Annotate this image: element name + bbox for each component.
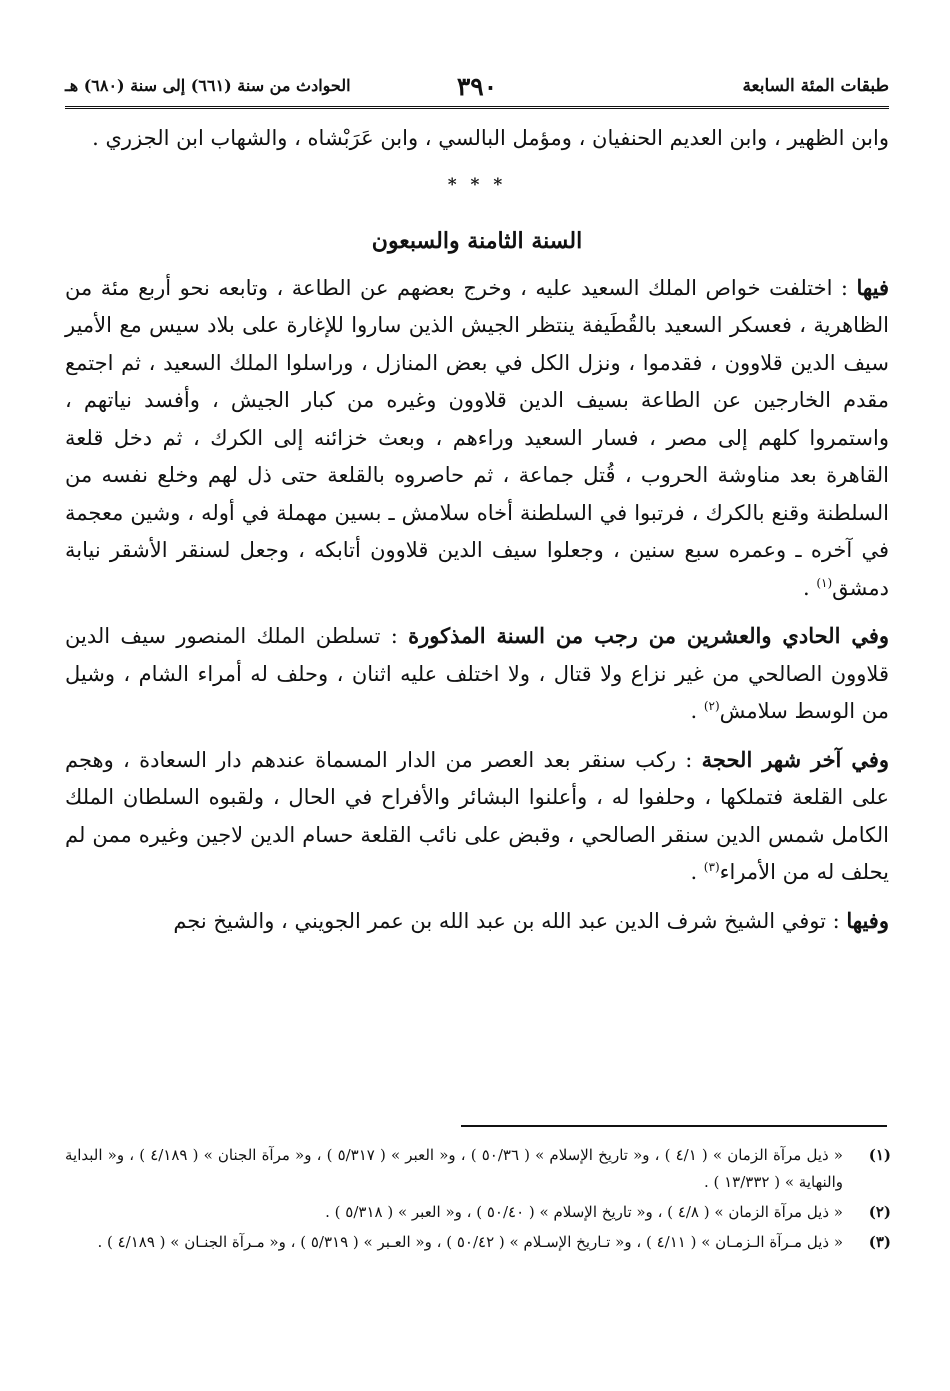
- paragraph: [65, 269, 889, 608]
- footnote-ref: (٢): [703, 699, 720, 713]
- footnote-number: (١): [868, 1146, 891, 1164]
- footnotes: [65, 1142, 891, 1259]
- footnote-number: (٣): [868, 1233, 891, 1251]
- footnote-number: (٢): [868, 1203, 891, 1221]
- page-number: ٣٩٠: [456, 72, 498, 101]
- paragraph-end: .: [690, 860, 704, 884]
- running-header: [65, 72, 889, 106]
- paragraph-text: : اختلفت خواص الملك السعيد عليه ، وخرج بعضهم عن الطاعة ، وتابعه نحو أربع مئة من الظاهرية ، فعسكر السعيد بالقُطَيفة ينتظر الجيش الذين ساروا للإغارة على بلاد سيس مع الأمير سيف الدين قلاوون ، فقدموا ، ونزل الكل في بعض المنازل ، وراسلوا الملك السعيد ، ثم اجتمع مقدم الخارجين عن الطاعة بسيف الدين قلاوون وغيره من كبار الجيش ، وأفسد نياتهم ، واستمروا كلهم إلى مصر ، فسار السعيد وراءهم ، وبعث خزائنه إلى الكرك ، ثم دخل قلعة القاهرة بعد مناوشة الحروب ، قُتل جماعة ، ثم حاصروه بالقلعة حتى ذل لهم وخلع نفسه من السلطنة وقنع بالكرك ، فرتبوا في السلطنة أخاه سلامش ـ بسين مهملة في أوله ، وشين معجمة في آخره ـ وعمره سبع سنين ، وجعلوا سيف الدين قلاوون أتابكه ، وجعل لسنقر الأشقر نيابة دمشق: [65, 275, 889, 600]
- footnote: [65, 1199, 891, 1226]
- footnote: [65, 1142, 891, 1196]
- footnote-rule: [461, 1125, 887, 1127]
- footnote: [65, 1229, 891, 1256]
- section-title: الحوادث من سنة (٦٦١) إلى سنة (٦٨٠) هـ: [65, 76, 351, 95]
- paragraph-lead: وفي الحادي والعشرين من رجب من السنة المذكورة: [408, 623, 889, 648]
- book-title: طبقات المئة السابعة: [742, 76, 889, 96]
- paragraph-end: .: [690, 699, 704, 723]
- paragraph-lead: وفي آخر شهر الحجة: [701, 746, 889, 772]
- footnote-text: « ذيل مـرآة الـزمـان » ( ٤/١١ ) ، و« تـاريخ الإسـلام » ( ٥٠/٤٢ ) ، و« العـبر » ( ٥/٣١٩ ) ، و« مـرآة الجنـان » ( ٤/١٨٩ ) .: [97, 1233, 843, 1251]
- section-heading: السنة الثامنة والسبعون: [371, 227, 583, 254]
- footnote-text: « ذيل مرآة الزمان » ( ٤/١ ) ، و« تاريخ الإسلام » ( ٥٠/٣٦ ) ، و« العبر » ( ٥/٣١٧ ) ، و« مرآة الجنان » ( ٤/١٨٩ ) ، و« البداية والنهاية » ( ١٣/٣٣٢ ) .: [65, 1146, 843, 1191]
- paragraph-lead: فيها: [856, 274, 889, 300]
- paragraph: [65, 902, 889, 941]
- paragraph-text: : ركب سنقر بعد العصر من الدار المسماة عندهم دار السعادة ، وهجم على القلعة فتملكها ، وحلفوا له ، وأعلنوا البشائر والأفراح في الحال ، ولقبوه السلطان الملك الكامل شمس الدين سنقر الصالحي ، وقبض على نائب القلعة حسام الدين لاجين وغيره ممن لم يحلف له من الأمراء: [65, 747, 889, 884]
- paragraph: [65, 741, 889, 892]
- paragraph-text: : تسلطن الملك المنصور سيف الدين قلاوون الصالحي من غير نزاع ولا قتال ، ولا اختلف عليه اثنان ، وحلف له أمراء الشام ، وشيل من الوسط سلامش: [65, 624, 889, 723]
- continuation-paragraph: وابن الظهير ، وابن العديم الحنفيان ، ومؤمل البالسي ، وابن عَرَبْشاه ، والشهاب ابن الجزري .: [92, 126, 889, 150]
- header-rule: [65, 106, 889, 109]
- footnote-text: « ذيل مرآة الزمان » ( ٤/٨ ) ، و« تاريخ الإسلام » ( ٥٠/٤٠ ) ، و« العبر » ( ٥/٣١٨ ) .: [325, 1203, 843, 1221]
- footnote-ref: (٣): [703, 860, 720, 874]
- paragraph: [65, 617, 889, 731]
- footnote-ref: (١): [816, 575, 833, 590]
- paragraph-text: : توفي الشيخ شرف الدين عبد الله بن عبد الله بن عمر الجويني ، والشيخ نجم: [173, 908, 847, 933]
- paragraph-end: .: [802, 575, 817, 600]
- section-separator: * * *: [447, 174, 507, 195]
- main-text: [65, 120, 889, 940]
- paragraph-lead: وفيها: [846, 907, 889, 933]
